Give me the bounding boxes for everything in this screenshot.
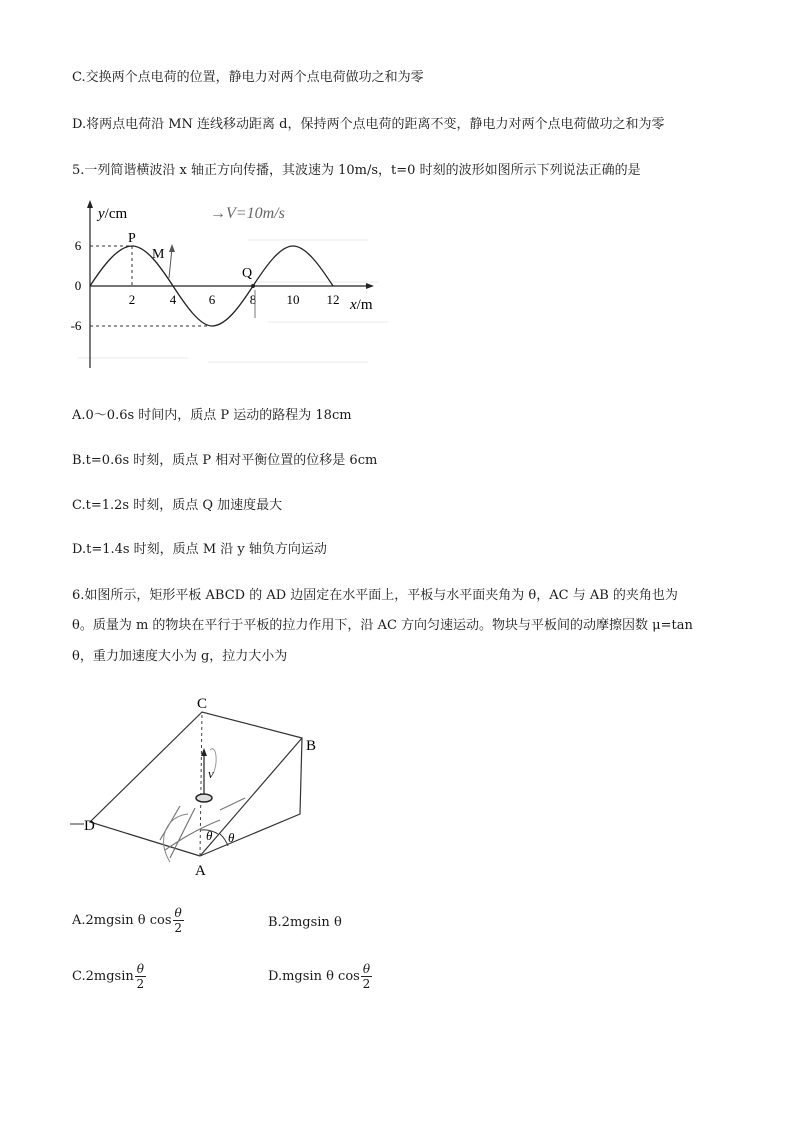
point-q-dot [251, 284, 255, 288]
q5-option-d: D.t=1.4s 时刻，质点 M 沿 y 轴负方向运动 [72, 542, 327, 557]
line-ac [200, 712, 202, 856]
fraction-numerator: θ [362, 962, 371, 976]
block [196, 794, 212, 802]
fraction-numerator: θ [174, 906, 182, 920]
wave-figure [68, 196, 398, 380]
velocity-label: v [208, 766, 214, 781]
y-tick-neg6: -6 [70, 318, 82, 333]
q6-stem-line2: θ。质量为 m 的物块在平行于平板的拉力作用下，沿 AC 方向匀速运动。物块与平板间的动摩擦因数 μ=tan [72, 618, 693, 633]
y-tick-0: 0 [74, 278, 82, 293]
point-m-arrow [169, 248, 172, 278]
y-axis-arrow [87, 200, 93, 208]
x-tick-12: 12 [326, 292, 340, 307]
point-p-label: P [128, 231, 136, 246]
y-tick-6: 6 [74, 238, 82, 253]
q4-option-d: D.将两点电荷沿 MN 连线移动距离 d，保持两个点电荷的距离不变，静电力对两个点电荷做功之和为零 [72, 117, 665, 132]
plate-figure [70, 690, 340, 880]
plate-outline [90, 712, 302, 856]
q5-stem: 5.一列简谐横波沿 x 轴正方向传播，其波速为 10m/s，t=0 时刻的波形如图所示下列说法正确的是 [72, 163, 641, 178]
q6-option-a-text: A.2mgsin θ cos [72, 913, 172, 928]
q4-option-c: C.交换两个点电荷的位置，静电力对两个点电荷做功之和为零 [72, 70, 424, 85]
edge-ab [200, 738, 302, 856]
background-noise [78, 240, 388, 362]
x-axis-label: x/m [350, 297, 373, 313]
q6-stem-line3: θ，重力加速度大小为 g，拉力大小为 [72, 649, 288, 664]
vertex-b: B [306, 738, 317, 754]
angle-label-1: θ [206, 828, 213, 843]
point-q-label: Q [242, 266, 253, 281]
q6-option-c-text: C.2mgsin [72, 969, 134, 984]
q5-option-a: A.0～0.6s 时间内，质点 P 运动的路程为 18cm [72, 408, 352, 423]
point-m-label: M [152, 247, 165, 262]
vertex-d: D [84, 818, 95, 834]
fraction-denominator: 2 [136, 977, 145, 991]
q6-stem-line1: 6.如图所示，矩形平板 ABCD 的 AD 边固定在水平面上，平板与水平面夹角为 θ，AC 与 AB 的夹角也为 [72, 588, 678, 603]
x-tick-8: 8 [249, 292, 257, 307]
q6-option-c [72, 962, 146, 991]
angle-arc-2 [220, 834, 228, 846]
fraction-denominator: 2 [174, 921, 182, 935]
q6-option-b: B.2mgsin θ [268, 915, 342, 930]
x-axis-arrow [366, 283, 374, 289]
wave-graph [68, 196, 398, 380]
fraction-denominator: 2 [362, 977, 371, 991]
q5-option-c: C.t=1.2s 时刻，质点 Q 加速度最大 [72, 498, 283, 513]
q5-option-b: B.t=0.6s 时刻，质点 P 相对平衡位置的位移是 6cm [72, 453, 378, 468]
vertex-c: C [197, 696, 208, 712]
q6-option-a [72, 906, 184, 935]
x-tick-6: 6 [208, 292, 216, 307]
point-m-arrowhead [169, 244, 175, 252]
handwritten-velocity: →V=10m/s [210, 205, 285, 222]
handwritten-sketch [160, 798, 245, 858]
fraction-theta-over-2 [135, 962, 146, 991]
q6-option-d [268, 962, 372, 991]
y-axis-label: y/cm [98, 206, 128, 222]
vertex-a: A [195, 863, 206, 879]
x-tick-4: 4 [169, 292, 177, 307]
q6-option-d-text: D.mgsin θ cos [268, 969, 360, 984]
x-tick-10: 10 [286, 292, 300, 307]
fraction-theta-over-2 [361, 962, 372, 991]
x-tick-2: 2 [128, 292, 136, 307]
angle-label-2: θ [228, 830, 235, 845]
fraction-numerator: θ [136, 962, 144, 976]
fraction-theta-over-2 [173, 906, 184, 935]
plate-diagram [70, 690, 340, 880]
